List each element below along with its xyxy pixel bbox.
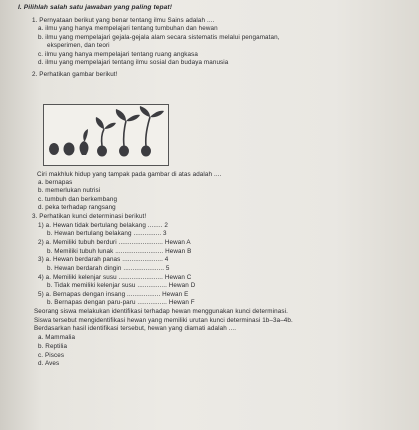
q3-option-d: d. Aves — [38, 360, 60, 367]
q3-key-row: 3) a. Hewan berdarah panas ...................... 4 — [38, 256, 169, 263]
q3-option-a: a. Mammalia — [38, 334, 76, 341]
q1-option-b-cont: eksperimen, dan teori — [47, 42, 110, 49]
q2-stem: 2. Perhatikan gambar berikut! — [32, 71, 118, 78]
q3-stem: 3. Perhatikan kunci determinasi berikut! — [32, 213, 147, 220]
q3-paragraph-3: Berdasarkan hasil identifikasi tersebut, hewan yang diamati adalah .... — [34, 325, 237, 332]
q2-option-c: c. tumbuh dan berkembang — [38, 196, 118, 203]
q1-option-d: d. ilmu yang mempelajari tentang ilmu sosial dan budaya manusia — [38, 59, 229, 66]
q3-key-row: 5) a. Bernapas dengan insang .................. Hewan E — [38, 291, 189, 298]
q3-paragraph-1: Seorang siswa melakukan identifikasi terhadap hewan menggunakan kunci determinasi. — [34, 308, 288, 315]
q1-option-a: a. ilmu yang hanya mempelajari tentang tumbuhan dan hewan — [38, 25, 218, 32]
q3-key-row: 1) a. Hewan tidak bertulang belakang ........ 2 — [38, 222, 169, 229]
q3-key-row: b. Tidak memiliki kelenjar susu ................ Hewan D — [47, 282, 196, 289]
q3-key-row: b. Hewan berdarah dingin ...................... 5 — [47, 265, 170, 272]
q2-option-a: a. bernapas — [38, 179, 73, 186]
q3-key-row: b. Memiliki tubuh lunak .......................... Hewan B — [47, 248, 192, 255]
q3-key-row: 4) a. Memiliki kelenjar susu ........................ Hewan C — [38, 274, 192, 281]
sprouting-seeds-figure — [43, 104, 169, 166]
q3-key-row: b. Bernapas dengan paru-paru ................ Hewan F — [47, 299, 195, 306]
section-instruction: I. Pilihlah salah satu jawaban yang paling tepat! — [18, 4, 173, 11]
q3-option-b: b. Reptilia — [38, 343, 68, 350]
q3-option-c: c. Pisces — [38, 352, 65, 359]
q1-option-c: c. ilmu yang hanya mempelajari tentang ruang angkasa — [38, 51, 198, 58]
q3-paragraph-2: Siswa tersebut mengidentifikasi hewan yang memiliki urutan kunci determinasi 1b–3a–4b. — [34, 317, 293, 324]
seed-germination-icon — [44, 105, 168, 165]
q2-option-d: d. peka terhadap rangsang — [38, 204, 116, 211]
q1-stem: 1. Pernyataan berikut yang benar tentang ilmu Sains adalah .... — [32, 17, 215, 24]
q3-key-row: b. Hewan bertulang belakang ............... 3 — [47, 230, 167, 237]
q1-option-b: b. ilmu yang mempelajari gejala-gejala alam secara sistematis melalui pengamatan, — [38, 34, 280, 41]
q3-key-row: 2) a. Memiliki tubuh berduri ........................ Hewan A — [38, 239, 191, 246]
q2-prompt: Ciri makhluk hidup yang tampak pada gambar di atas adalah .... — [37, 171, 222, 178]
q2-option-b: b. memerlukan nutrisi — [38, 187, 101, 194]
